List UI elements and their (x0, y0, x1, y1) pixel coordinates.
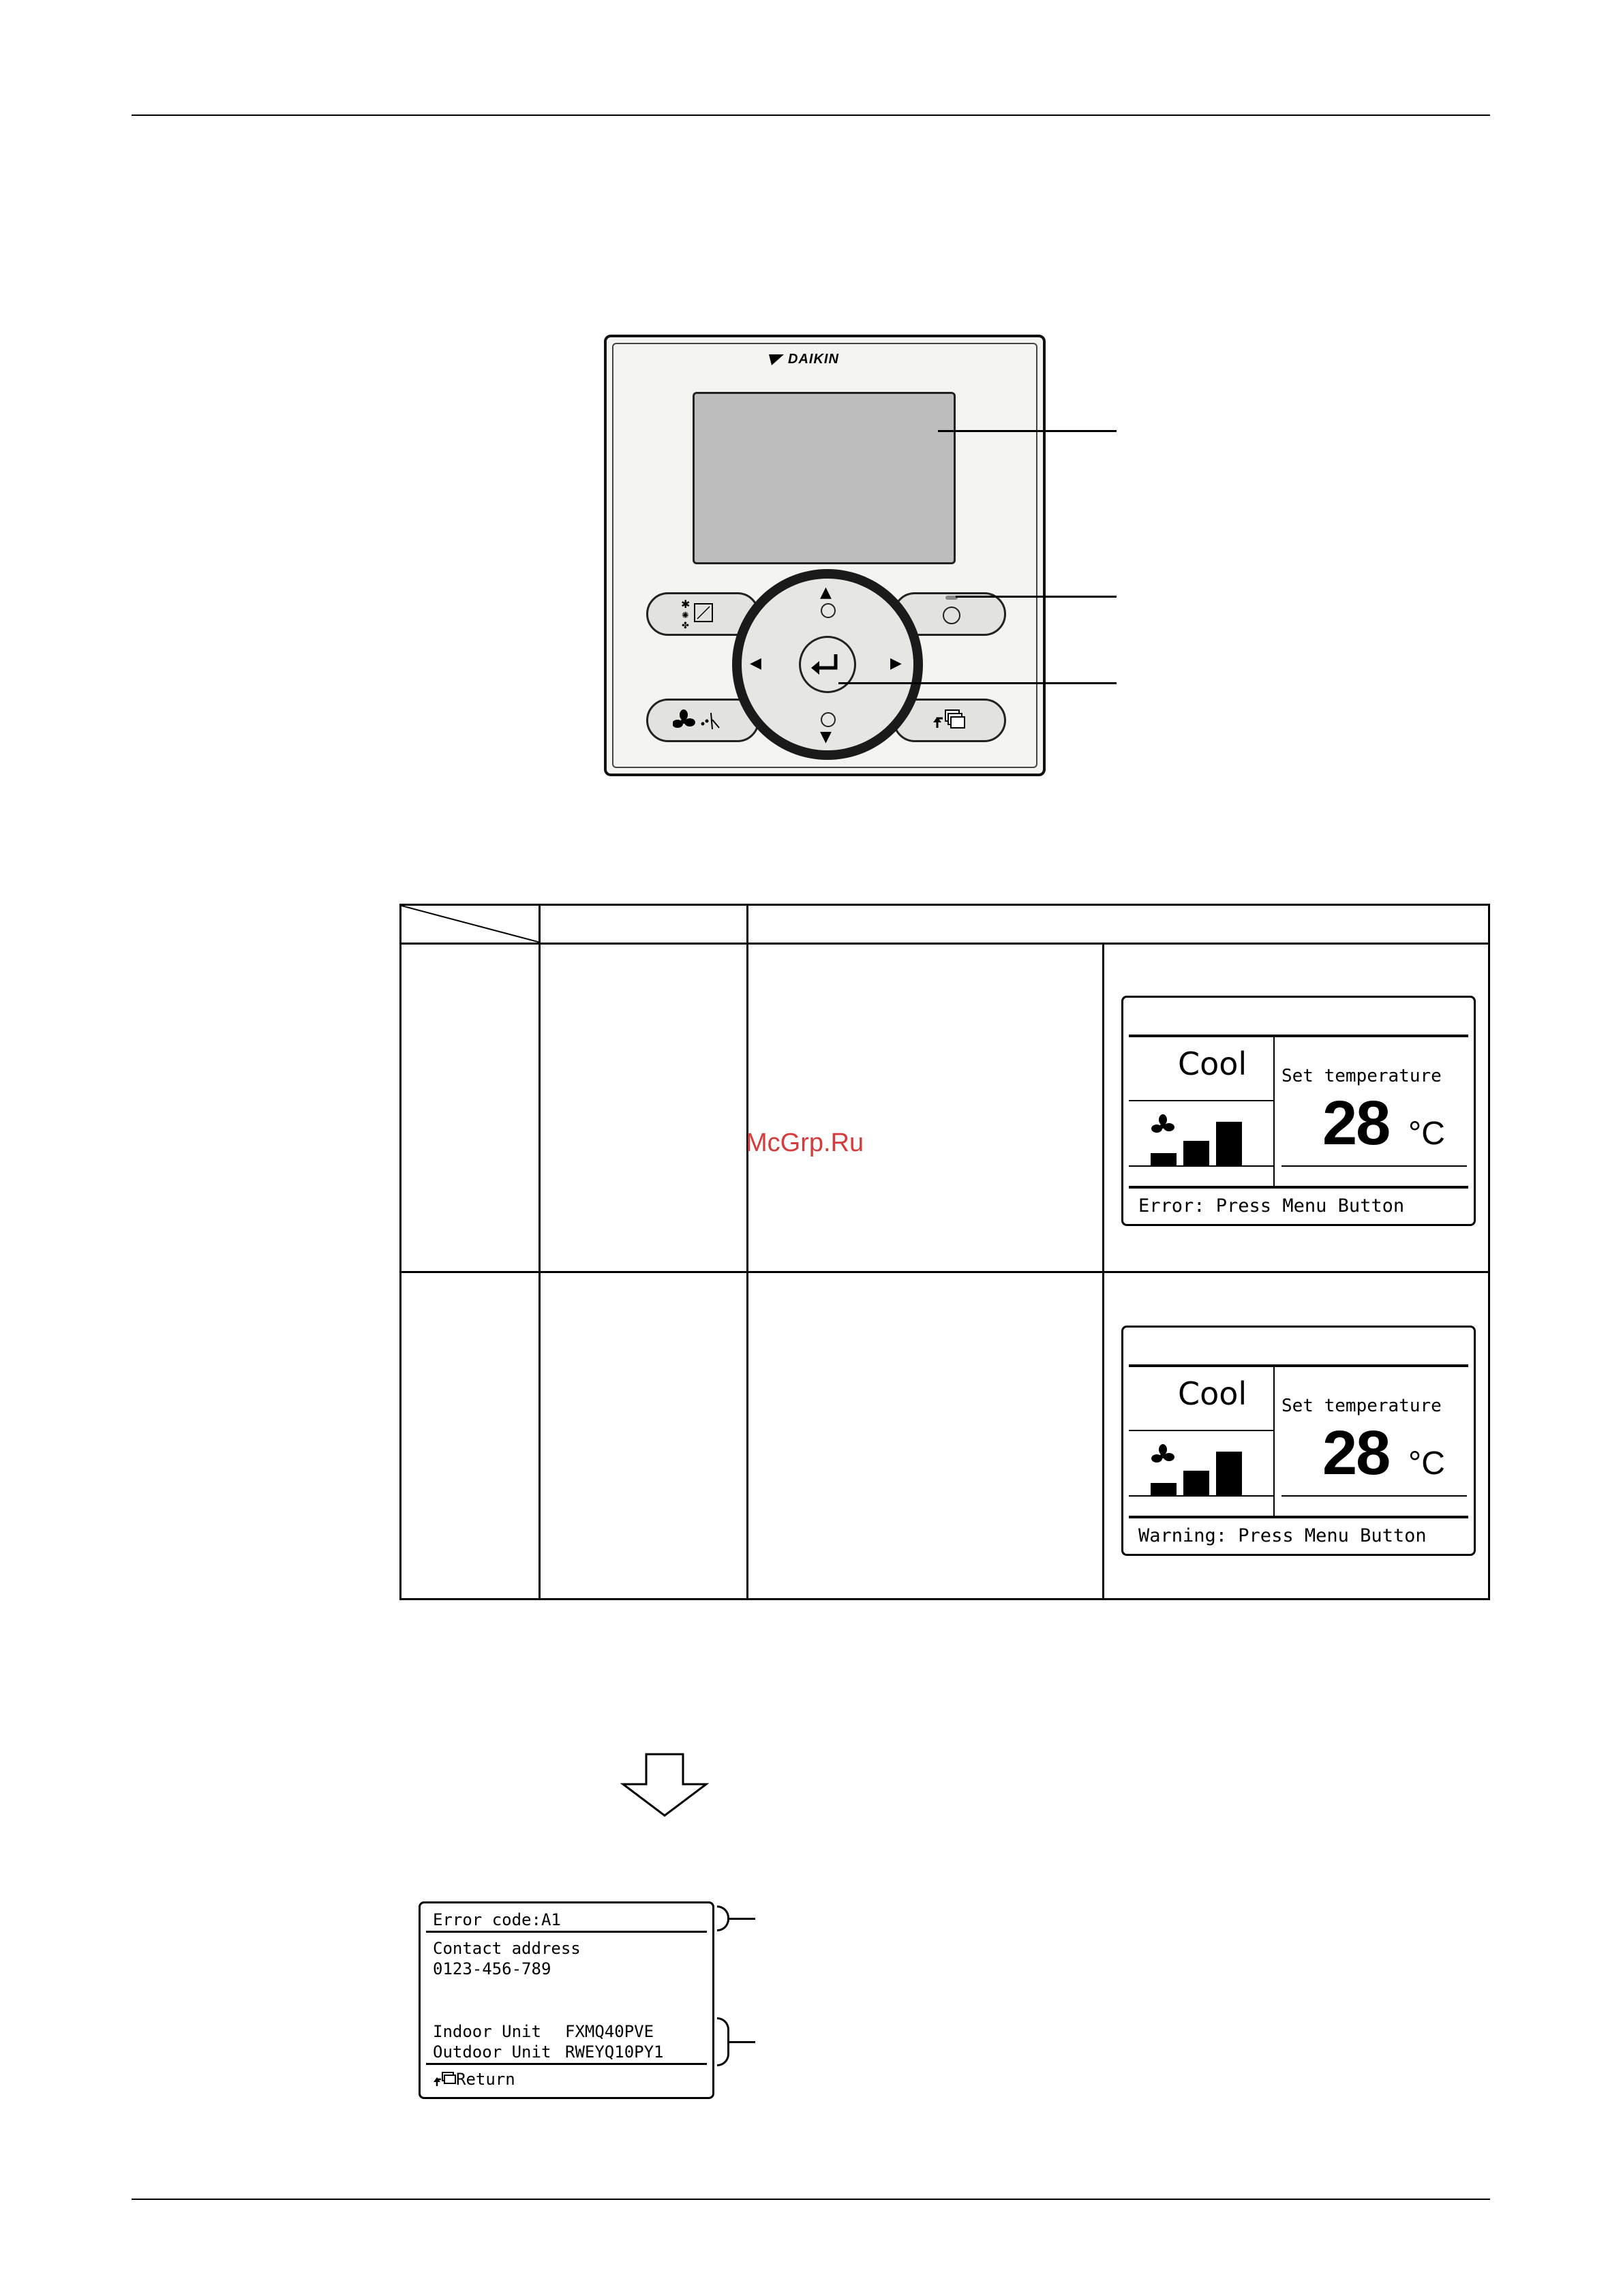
brand-text: DAIKIN (788, 352, 839, 367)
fan-airflow-icon (673, 707, 727, 735)
lcd-screen-warning (1121, 1326, 1476, 1556)
fan-icon (1151, 1444, 1174, 1463)
indoor-unit-model: FXMQ40PVE (565, 2022, 654, 2041)
screen-mode-divider (1129, 1430, 1273, 1431)
up-button-icon[interactable]: ▲ (820, 584, 832, 601)
status-message: Warning: Press Menu Button (1138, 1525, 1427, 1546)
return-icon (433, 2071, 456, 2089)
fan-speed-indicator (1151, 1114, 1249, 1168)
fan-bar-1 (1151, 1153, 1177, 1167)
screen-top-bar (1129, 1364, 1468, 1367)
temperature-unit: °C (1408, 1116, 1445, 1152)
screen-vertical-divider (1273, 1366, 1275, 1516)
footer-rule (132, 2199, 1490, 2200)
screen-bottom-bar (1129, 1186, 1468, 1189)
header-diagonal (401, 906, 541, 943)
power-icon (943, 607, 960, 624)
operation-table (399, 904, 1490, 1600)
fan-bar-3 (1216, 1122, 1242, 1167)
down-arrow-icon (620, 1753, 709, 1818)
table-col-3-divider (1102, 943, 1104, 1598)
error-header-divider (426, 1931, 707, 1933)
fan-bar-1 (1151, 1483, 1177, 1497)
temperature-unit: °C (1408, 1445, 1445, 1482)
temperature-value: 28 (1322, 1088, 1390, 1158)
set-temperature-label: Set temperature (1281, 1066, 1442, 1086)
down-button-icon[interactable]: ▼ (820, 729, 832, 746)
leader-unit-models (729, 2041, 755, 2043)
fan-speed-indicator (1151, 1443, 1249, 1498)
enter-button[interactable] (799, 636, 856, 693)
indoor-unit-label: Indoor Unit (433, 2022, 541, 2041)
return-label: Return (456, 2070, 515, 2089)
brace-unit-models (717, 2017, 729, 2066)
outdoor-unit-label: Outdoor Unit (433, 2042, 551, 2062)
table-row-divider (401, 1271, 1488, 1273)
temperature-value: 28 (1322, 1418, 1390, 1488)
contact-address-label: Contact address (433, 1939, 581, 1958)
svg-text:✺: ✺ (682, 611, 689, 621)
svg-text:✤: ✤ (682, 621, 689, 631)
mode-label: Cool (1178, 1045, 1247, 1082)
fan-bar-3 (1216, 1452, 1242, 1497)
leader-error-code (729, 1918, 755, 1920)
header-rule (132, 114, 1490, 116)
mode-icon (677, 597, 718, 631)
screen-mode-divider (1129, 1100, 1273, 1101)
right-button-icon[interactable]: ▶ (890, 655, 902, 672)
leader-line-lamp (956, 596, 1117, 598)
svg-text:✱: ✱ (681, 598, 691, 611)
table-col-2-divider (746, 906, 748, 1598)
lcd-screen-error (1121, 996, 1476, 1226)
set-temperature-label: Set temperature (1281, 1396, 1442, 1416)
table-header-divider (401, 943, 1488, 945)
thermometer-down-icon (821, 712, 836, 727)
screen-temp-divider (1281, 1165, 1467, 1167)
return-menu-icon (930, 707, 971, 735)
error-code-label: Error code:A1 (433, 1910, 561, 1929)
screen-bottom-bar (1129, 1516, 1468, 1518)
leader-line-enter (838, 682, 1117, 684)
screen-top-bar (1129, 1035, 1468, 1037)
fan-icon (1151, 1114, 1174, 1133)
enter-icon (807, 652, 848, 679)
daikin-logo-mark (768, 354, 785, 366)
fan-bar-2 (1183, 1471, 1209, 1497)
status-message: Error: Press Menu Button (1138, 1195, 1405, 1216)
error-footer-divider (426, 2063, 707, 2065)
watermark: McGrp.Ru (746, 1129, 864, 1157)
table-col-1-divider (539, 906, 541, 1598)
screen-temp-divider (1281, 1495, 1467, 1497)
leader-line-lcd (938, 430, 1117, 432)
left-button-icon[interactable]: ◀ (750, 655, 761, 672)
mode-label: Cool (1178, 1375, 1247, 1412)
daikin-logo (768, 352, 839, 367)
lcd-display (693, 392, 956, 564)
navigation-dial (732, 569, 923, 760)
brace-error-code (717, 1905, 729, 1931)
thermometer-up-icon (821, 603, 836, 618)
remote-controller (604, 335, 1046, 776)
screen-vertical-divider (1273, 1036, 1275, 1186)
fan-bar-2 (1183, 1141, 1209, 1167)
contact-number: 0123-456-789 (433, 1959, 551, 1978)
error-detail-screen (419, 1901, 714, 2099)
outdoor-unit-model: RWEYQ10PY1 (565, 2042, 664, 2062)
navigation-dial-ring (742, 579, 913, 750)
